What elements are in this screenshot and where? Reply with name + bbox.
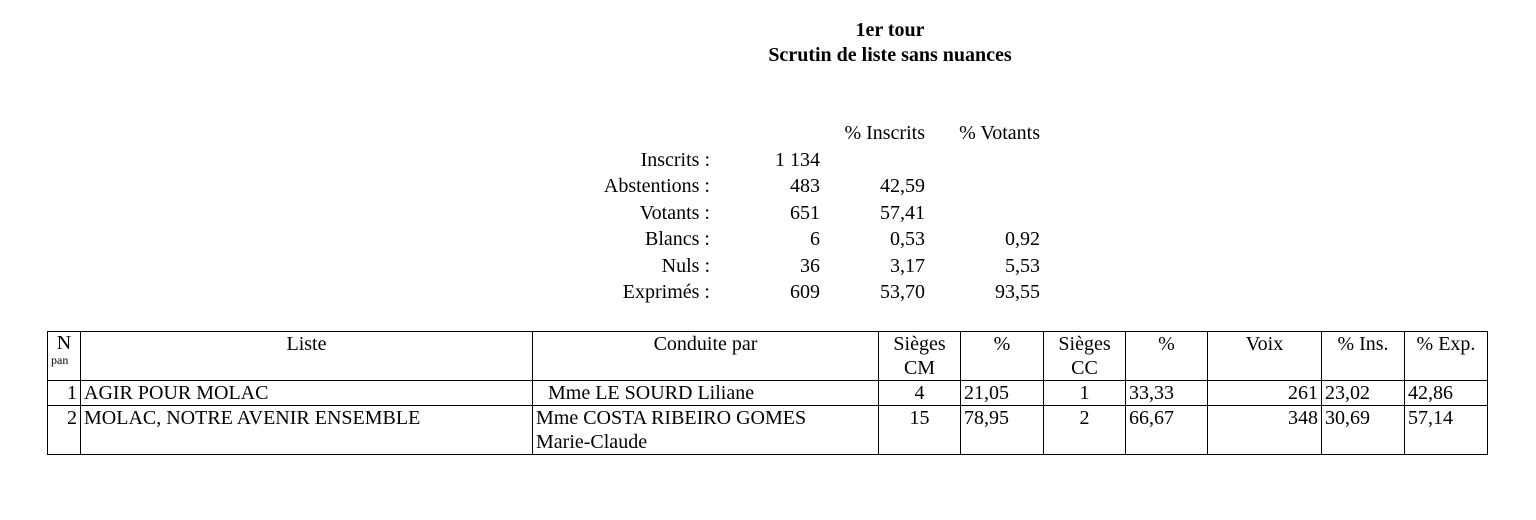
- stats-value: 483: [790, 175, 820, 197]
- n-label: N: [56, 332, 72, 354]
- round-title: 1er tour: [855, 19, 925, 41]
- cell-conduite: [533, 406, 879, 455]
- cell-voix: 348: [1208, 406, 1322, 455]
- col-header-pct-ins: % Ins.: [1322, 332, 1405, 381]
- ballot-subtitle: Scrutin de liste sans nuances: [768, 44, 1012, 66]
- conduite-line1: Mme COSTA RIBEIRO GOMES: [536, 407, 807, 429]
- pct-votants-header: % Votants: [959, 122, 1040, 144]
- col-header-pct-exp: % Exp.: [1405, 332, 1488, 381]
- sieges-cm-line1: Sièges: [893, 333, 946, 355]
- pan-label: pan: [51, 353, 69, 367]
- cell-sieges-cm: 4: [879, 381, 961, 406]
- stats-value: 609: [790, 281, 820, 303]
- stats-label: Votants :: [639, 201, 710, 224]
- cell-pct-cc: 66,67: [1126, 406, 1208, 455]
- cell-sieges-cm: 15: [879, 406, 961, 455]
- cell-liste: AGIR POUR MOLAC: [81, 381, 533, 406]
- stats-value: 1 134: [775, 148, 820, 171]
- cell-pct-exp: 57,14: [1405, 406, 1488, 455]
- stats-label: Abstentions :: [603, 175, 710, 197]
- stats-pct-inscrits: 3,17: [890, 254, 925, 277]
- results-table: [47, 331, 1488, 455]
- col-header-conduite: Conduite par: [533, 332, 879, 381]
- cell-conduite: [533, 381, 879, 406]
- cell-n: 1: [48, 381, 81, 406]
- col-header-pct-cm: %: [961, 332, 1044, 381]
- stats-label: Blancs :: [645, 228, 710, 250]
- stats-pct-inscrits: 42,59: [880, 175, 925, 197]
- cell-pct-ins: 30,69: [1322, 406, 1405, 455]
- cell-n: 2: [48, 406, 81, 455]
- stats-label: Nuls :: [661, 254, 710, 277]
- col-header-pct-cc: %: [1126, 332, 1208, 381]
- cell-pct-cm: 78,95: [961, 406, 1044, 455]
- sieges-cm-line2: CM: [903, 357, 936, 379]
- stats-pct-votants: 0,92: [1005, 228, 1040, 250]
- stats-pct-votants: 93,55: [995, 281, 1040, 303]
- cell-pct-cc: 33,33: [1126, 381, 1208, 406]
- table-row: [48, 406, 1488, 455]
- cell-sieges-cc: 2: [1044, 406, 1126, 455]
- stats-pct-inscrits: 57,41: [880, 201, 925, 224]
- cell-liste: MOLAC, NOTRE AVENIR ENSEMBLE: [81, 406, 533, 455]
- stats-pct-inscrits: 53,70: [880, 281, 925, 303]
- sieges-cc-line1: Sièges: [1058, 333, 1111, 355]
- col-header-liste: Liste: [81, 332, 533, 381]
- stats-value: 6: [810, 228, 820, 250]
- stats-value: 651: [790, 201, 820, 224]
- stats-label: Exprimés :: [622, 281, 710, 303]
- sieges-cc-line2: CC: [1071, 357, 1098, 379]
- cell-pct-exp: 42,86: [1405, 381, 1488, 406]
- stats-pct-inscrits: 0,53: [890, 228, 925, 250]
- pct-inscrits-header: % Inscrits: [844, 122, 925, 144]
- table-header-row: [48, 332, 1488, 381]
- col-header-n: [48, 332, 81, 381]
- col-header-sieges-cm: [879, 332, 961, 381]
- stats-label: Inscrits :: [640, 148, 710, 171]
- cell-voix: 261: [1208, 381, 1322, 406]
- stats-pct-votants: 5,53: [1005, 254, 1040, 277]
- col-header-voix: Voix: [1208, 332, 1322, 381]
- table-row: [48, 381, 1488, 406]
- conduite-line1: Mme LE SOURD Liliane: [548, 382, 755, 404]
- stats-value: 36: [800, 254, 820, 277]
- col-header-sieges-cc: [1044, 332, 1126, 381]
- conduite-line2: Marie-Claude: [536, 431, 648, 453]
- cell-pct-ins: 23,02: [1322, 381, 1405, 406]
- cell-pct-cm: 21,05: [961, 381, 1044, 406]
- cell-sieges-cc: 1: [1044, 381, 1126, 406]
